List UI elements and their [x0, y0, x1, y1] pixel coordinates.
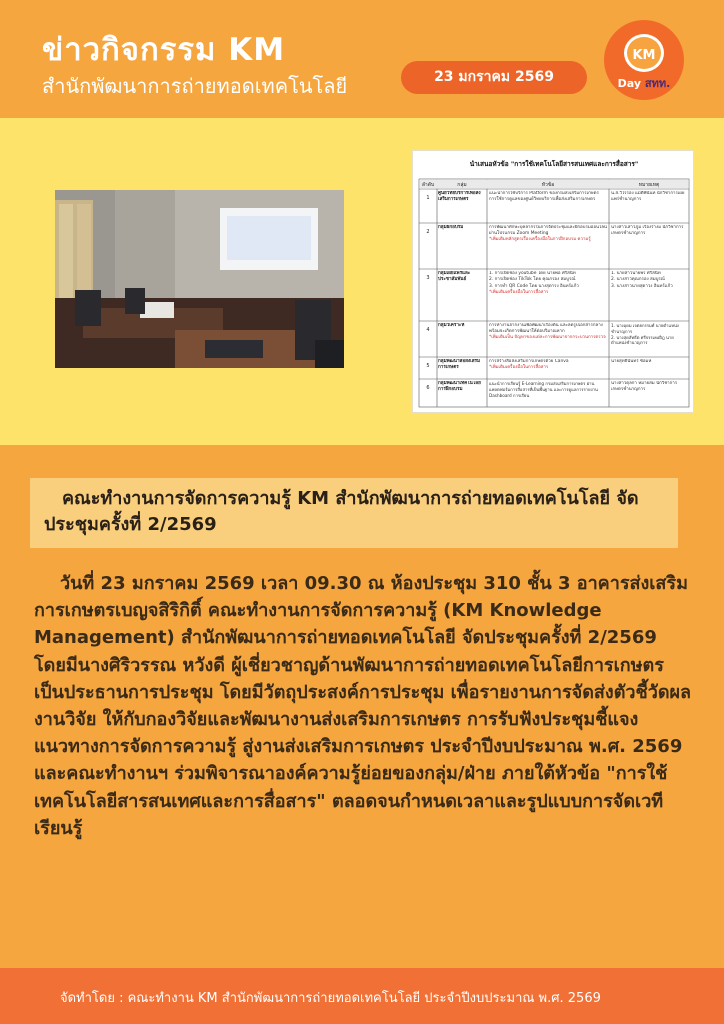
doc-row-4-note-1: 1. นางอุดม เจตยกรรมศ์ นายตำแหน่งชำนาญการ [611, 323, 679, 334]
doc-col-no: ลำดับ [421, 182, 435, 188]
doc-row-4-group: กลุ่มวิเคราะห์ [438, 323, 465, 328]
footer [0, 968, 724, 1024]
page-subtitle: สำนักพัฒนาการถ่ายทอดเทคโนโลยี [42, 74, 348, 98]
presentation-document [412, 150, 694, 413]
doc-row-3-topic-1: 1. การเปิดช่อง youtube โดย นายพอ ศรีสนิท [489, 271, 576, 276]
meeting-room-photo [55, 190, 344, 368]
news-body: วันที่ 23 มกราคม 2569 เวลา 09.30 ณ ห้องประชุม 310 ชั้น 3 อาคารส่งเสริมการเกษตรเบญจสิริกิติ์ คณะทำงานการจัดการความรู้ (KM Knowledge Management) สำนักพัฒนาการถ่ายทอดเทคโนโลยี จัดประชุมครั้งที่ 2/2569 โดยมีนางศิริวรรณ หวังดี ผู้เชี่ยวชาญด้านพัฒนาการถ่ายทอดเทคโนโลยีการเกษตร เป็นประธานการประชุม โดยมีวัตถุประสงค์การประชุม เพื่อรายงานการจัดส่งตัวชี้วัดผลงานวิจัย ให้กับกองวิจัยและพัฒนางานส่งเสริมการเกษตร การรับฟังประชุมชี้แจงแนวทางการจัดการความรู้ สู่งานส่งเสริมการเกษตร ประจำปีงบประมาณ พ.ศ. 2569 และคณะทำงานฯ ร่วมพิจารณาองค์ความรู้ย่อยของกลุ่ม/ฝ่าย ภายใต้หัวข้อ "การใช้เทคโนโลยีสารสนเทศและการสื่อสาร" ตลอดจนกำหนดเวลาและรูปแบบการจัดเวทีเรียนรู้ [34, 573, 692, 839]
doc-row-3-topic-note: *เพิ่มเติมเครื่องมือในการสื่อสาร [489, 290, 549, 296]
doc-row-3-topic-2: 2. การเปิดช่อง TikTok โดย คุณกรอง สมบูรณ์ [489, 277, 576, 283]
logo-org-text: สทท. [644, 77, 671, 90]
doc-row-4-topic: การทำงานจากงานเพื่อพัฒนาเรื่องต้น และลดรูปเอกสารกลางพร้อมจะเกิดการพัฒนาให้ต่อปริมาณหาก [489, 323, 603, 334]
news-heading: คณะทำงานการจัดการความรู้ KM สำนักพัฒนาการถ่ายทอดเทคโนโลยี จัดประชุมครั้งที่ 2/2569 [44, 488, 639, 535]
doc-row-2-topic: การพัฒนาทักษะบุคลากรในการจัดประชุมและฝึกอบรมออนไลน์ผ่านโปรแกรม Zoom Meeting [489, 225, 607, 236]
page-title: ข่าวกิจกรรม KM [42, 32, 286, 68]
doc-row-3-group: กลุ่มเผยแพร่และประชาสัมพันธ์ [438, 271, 471, 282]
doc-row-3-note-2: 2. นางสาวคุณกรอง สมบูรณ์ [611, 277, 665, 283]
doc-row-3-note-1: 1. นายสาวนายพร ศรีสนิท [611, 271, 661, 276]
doc-row-2-no: 2 [426, 229, 430, 235]
doc-col-group: กลุ่ม [457, 182, 467, 188]
doc-row-5-topic-note: *เพิ่มเติมเครื่องมือในการสื่อสาร [489, 365, 549, 370]
doc-row-3-topic-3: 3. การทำ QR Code โดย นางสุดารง อินทร์แก้ว [489, 283, 579, 289]
doc-row-1-group: ศูนย์วิทยบริการเพื่อส่งเสริมการเกษตร [438, 191, 481, 202]
doc-row-4-topic-note: *เพิ่มเติมเป็น ปัญหาของแต่ละการพัฒนาจากกระบวนการตรวจ [489, 335, 606, 340]
date-badge: 23 มกราคม 2569 [401, 61, 587, 94]
doc-row-3-note-3: 3. นางสาวนายสุดาวง อินทร์แก้ว [611, 283, 673, 289]
doc-row-6-topic: แนะนำการเรียนรู้ E-Learning กรมส่งเสริมการเกษตร ผ่านแพลตฟอร์มการสื่อสารที่เป็นพื้นฐาน และการดูแลการรายงาน Dashboard การเรียน [489, 381, 598, 398]
doc-row-2-topic-note: *เพิ่มเติมหลักสูตรเรื่องเครื่องมือในการฝึกอบรม ความรู้ [489, 237, 591, 242]
doc-row-2-group: กลุ่มฝึกอบรม [438, 225, 464, 230]
logo-ring-icon [624, 34, 664, 72]
doc-row-6-group: กลุ่มพัฒนาเทคโนโลยีการฝึกอบรม [438, 381, 481, 392]
logo-day-text: Day [617, 77, 642, 90]
news-heading-box [30, 478, 678, 548]
doc-row-4-no: 4 [426, 327, 430, 333]
doc-col-note: หมายเหตุ [638, 182, 660, 188]
doc-row-3-no: 3 [426, 275, 430, 281]
doc-row-1-topic: แนะนำการใช้บริการ Platform ของกรมส่งเสริมการเกษตร การใช้การดูแลของศูนย์วิทยบริการเพื่อส่งเสริมการเกษตร [489, 191, 599, 202]
km-day-logo [604, 20, 684, 100]
doc-title: นำเสนอหัวข้อ "การใช้เทคโนโลยีสารสนเทศและการสื่อสาร" [469, 160, 639, 168]
photo-band [0, 118, 724, 445]
doc-col-topic: หัวข้อ [541, 182, 555, 188]
doc-row-2-note: นางสาวเสาวภูม เรืองรำงม นักวิชาการเกษตรชำนาญการ [611, 225, 684, 236]
logo-caption [604, 74, 684, 92]
doc-row-5-topic: การสร้างสื่อส่งเสริมการเกษตรด้วย Canva [489, 359, 569, 364]
doc-row-1-no: 1 [426, 195, 430, 201]
doc-row-5-no: 5 [426, 363, 430, 369]
header [0, 0, 724, 118]
doc-row-1-note: น.ส.วิไรรอง แม้ดีพินันท์ นักวิชาการเผยแพร่ชำนาญการ [611, 191, 685, 202]
logo-km-text: KM [632, 48, 656, 63]
doc-row-4-note-2: 2. นางสุดสัทธีต ศรีจรรเคอฝีฎ นายตำแหน่งชำนาญการ [611, 334, 674, 346]
doc-row-6-no: 6 [426, 385, 430, 391]
doc-row-6-note: นางสาวดุลกา หมายสม นักวิชาการเกษตรชำนาญการ [611, 381, 678, 392]
footer-credit: จัดทำโดย : คณะทำงาน KM สำนักพัฒนาการถ่ายทอดเทคโนโลยี ประจำปีงบประมาณ พ.ศ. 2569 [60, 991, 601, 1006]
doc-row-5-group: กลุ่มพัฒนาสื่อส่งเสริมการเกษตร [438, 359, 481, 370]
doc-row-5-note: นายสุทธินันทร์ ซ้อมห์ [611, 359, 652, 364]
